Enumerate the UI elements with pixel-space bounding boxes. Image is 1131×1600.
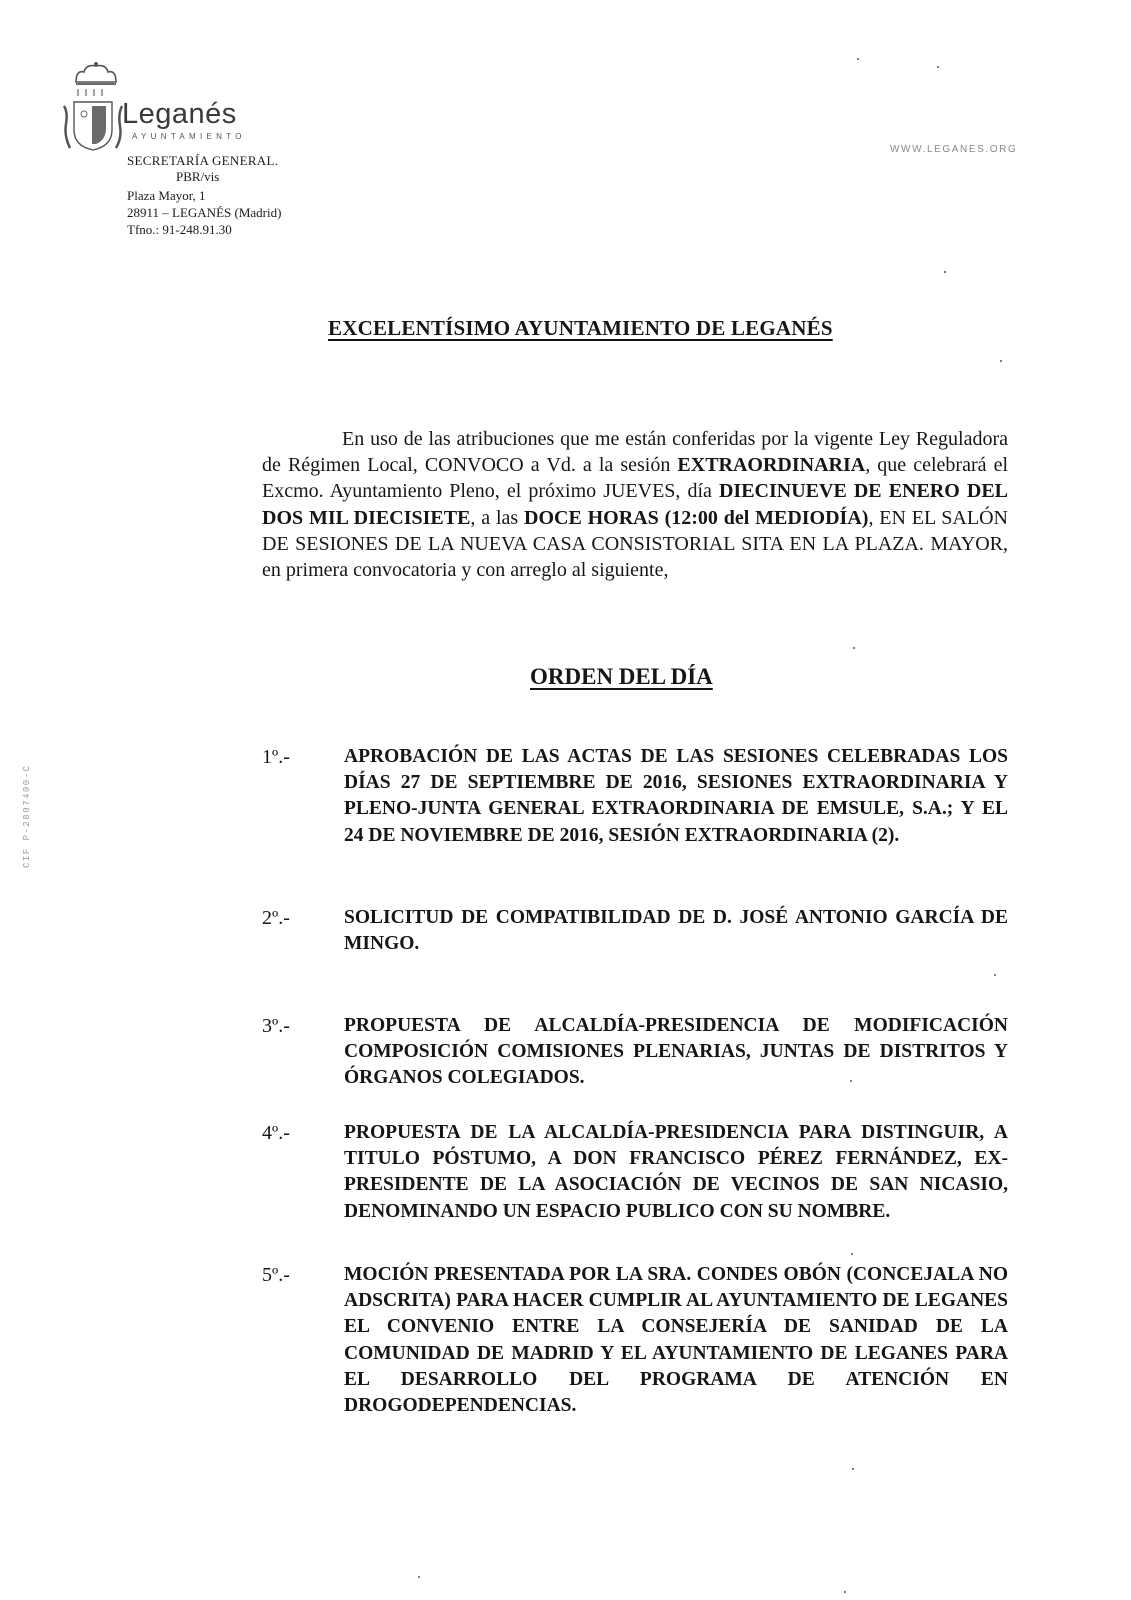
agenda-item-number: 1º.- (262, 746, 290, 768)
scan-speck (944, 271, 946, 273)
paragraph-text-4: , EN EL SALÓN DE SESIONES DE LA NUEVA CASA CONSISTORIAL SITA EN LA PLAZA. MAYOR, en primera convocatoria y con arreglo al siguiente, (262, 506, 1008, 582)
agenda-item-number: 2º.- (262, 907, 290, 929)
agenda-title: ORDEN DEL DÍA (530, 664, 713, 689)
scan-speck (850, 1080, 852, 1082)
scan-speck (937, 66, 939, 68)
scan-speck (1000, 360, 1002, 362)
session-date: DIECINUEVE DE ENERO DEL DOS MIL DIECISIETE (262, 480, 1008, 529)
convocation-paragraph (262, 426, 1008, 583)
side-cif-code: CIF P-2807400-C (22, 764, 32, 868)
paragraph-text-1: En uso de las atribuciones que me están conferidas por la vigente Ley Reguladora de Régimen Local, CONVOCO a Vd. a la sesión (262, 428, 1008, 477)
phone-number: Tfno.: 91-248.91.30 (127, 222, 232, 237)
paragraph-text-3: , a las (470, 506, 524, 529)
session-time: DOCE HORAS (12:00 del MEDIODÍA) (524, 506, 869, 529)
paragraph-text-2: , que celebrará el Excmo. Ayuntamiento Pleno, el próximo JUEVES, día (262, 454, 1009, 503)
agenda-item-text: MOCIÓN PRESENTADA POR LA SRA. CONDES OBÓN (CONCEJALA NO ADSCRITA) PARA HACER CUMPLIR AL AYUNTAMIENTO DE LEGANES EL CONVENIO ENTRE LA CONSEJERÍA DE SANIDAD DE LA COMUNIDAD DE MADRID Y EL AYUNTAMIENTO DE LEGANES PARA EL DESARROLLO DEL PROGRAMA DE ATENCIÓN EN DROGODEPENDENCIAS. (344, 1264, 1008, 1417)
coat-of-arms-logo (62, 60, 130, 152)
scan-speck (851, 1253, 853, 1255)
agenda-item-text: APROBACIÓN DE LAS ACTAS DE LAS SESIONES CELEBRADAS LOS DÍAS 27 DE SEPTIEMBRE DE 2016, SESIONES EXTRAORDINARIA Y PLENO-JUNTA GENERAL EXTRAORDINARIA DE EMSULE, S.A.; Y EL 24 DE NOVIEMBRE DE 2016, SESIÓN EXTRAORDINARIA (2). (344, 746, 1008, 846)
session-type: EXTRAORDINARIA (677, 454, 866, 477)
agenda-item-number: 4º.- (262, 1122, 290, 1144)
scan-speck (844, 1591, 846, 1593)
office-name: SECRETARÍA GENERAL. (127, 153, 279, 168)
logo-wordmark: Leganés (122, 98, 237, 130)
website-url: WWW.LEGANES.ORG (890, 144, 1018, 155)
reference-code: PBR/vis (176, 169, 220, 184)
document-title: EXCELENTÍSIMO AYUNTAMIENTO DE LEGANÉS (328, 316, 833, 340)
agenda-item-text: SOLICITUD DE COMPATIBILIDAD DE D. JOSÉ ANTONIO GARCÍA DE MINGO. (344, 907, 1008, 955)
scan-speck (853, 647, 855, 649)
scan-speck (857, 58, 859, 60)
agenda-item-number: 3º.- (262, 1015, 290, 1037)
street-address: Plaza Mayor, 1 (127, 188, 206, 203)
city-address: 28911 – LEGANÉS (Madrid) (127, 205, 282, 220)
agenda-item-number: 5º.- (262, 1264, 290, 1286)
logo-subtitle: AYUNTAMIENTO (132, 132, 246, 141)
scan-speck (852, 1468, 854, 1470)
agenda-item-text: PROPUESTA DE ALCALDÍA-PRESIDENCIA DE MODIFICACIÓN COMPOSICIÓN COMISIONES PLENARIAS, JUNTAS DE DISTRITOS Y ÓRGANOS COLEGIADOS. (344, 1015, 1008, 1089)
agenda-item-text: PROPUESTA DE LA ALCALDÍA-PRESIDENCIA PARA DISTINGUIR, A TITULO PÓSTUMO, A DON FRANCISCO PÉREZ FERNÁNDEZ, EX-PRESIDENTE DE LA ASOCIACIÓN DE VECINOS DE SAN NICASIO, DENOMINANDO UN ESPACIO PUBLICO CON SU NOMBRE. (344, 1122, 1008, 1222)
scan-speck (418, 1576, 420, 1578)
scan-speck (994, 974, 996, 976)
